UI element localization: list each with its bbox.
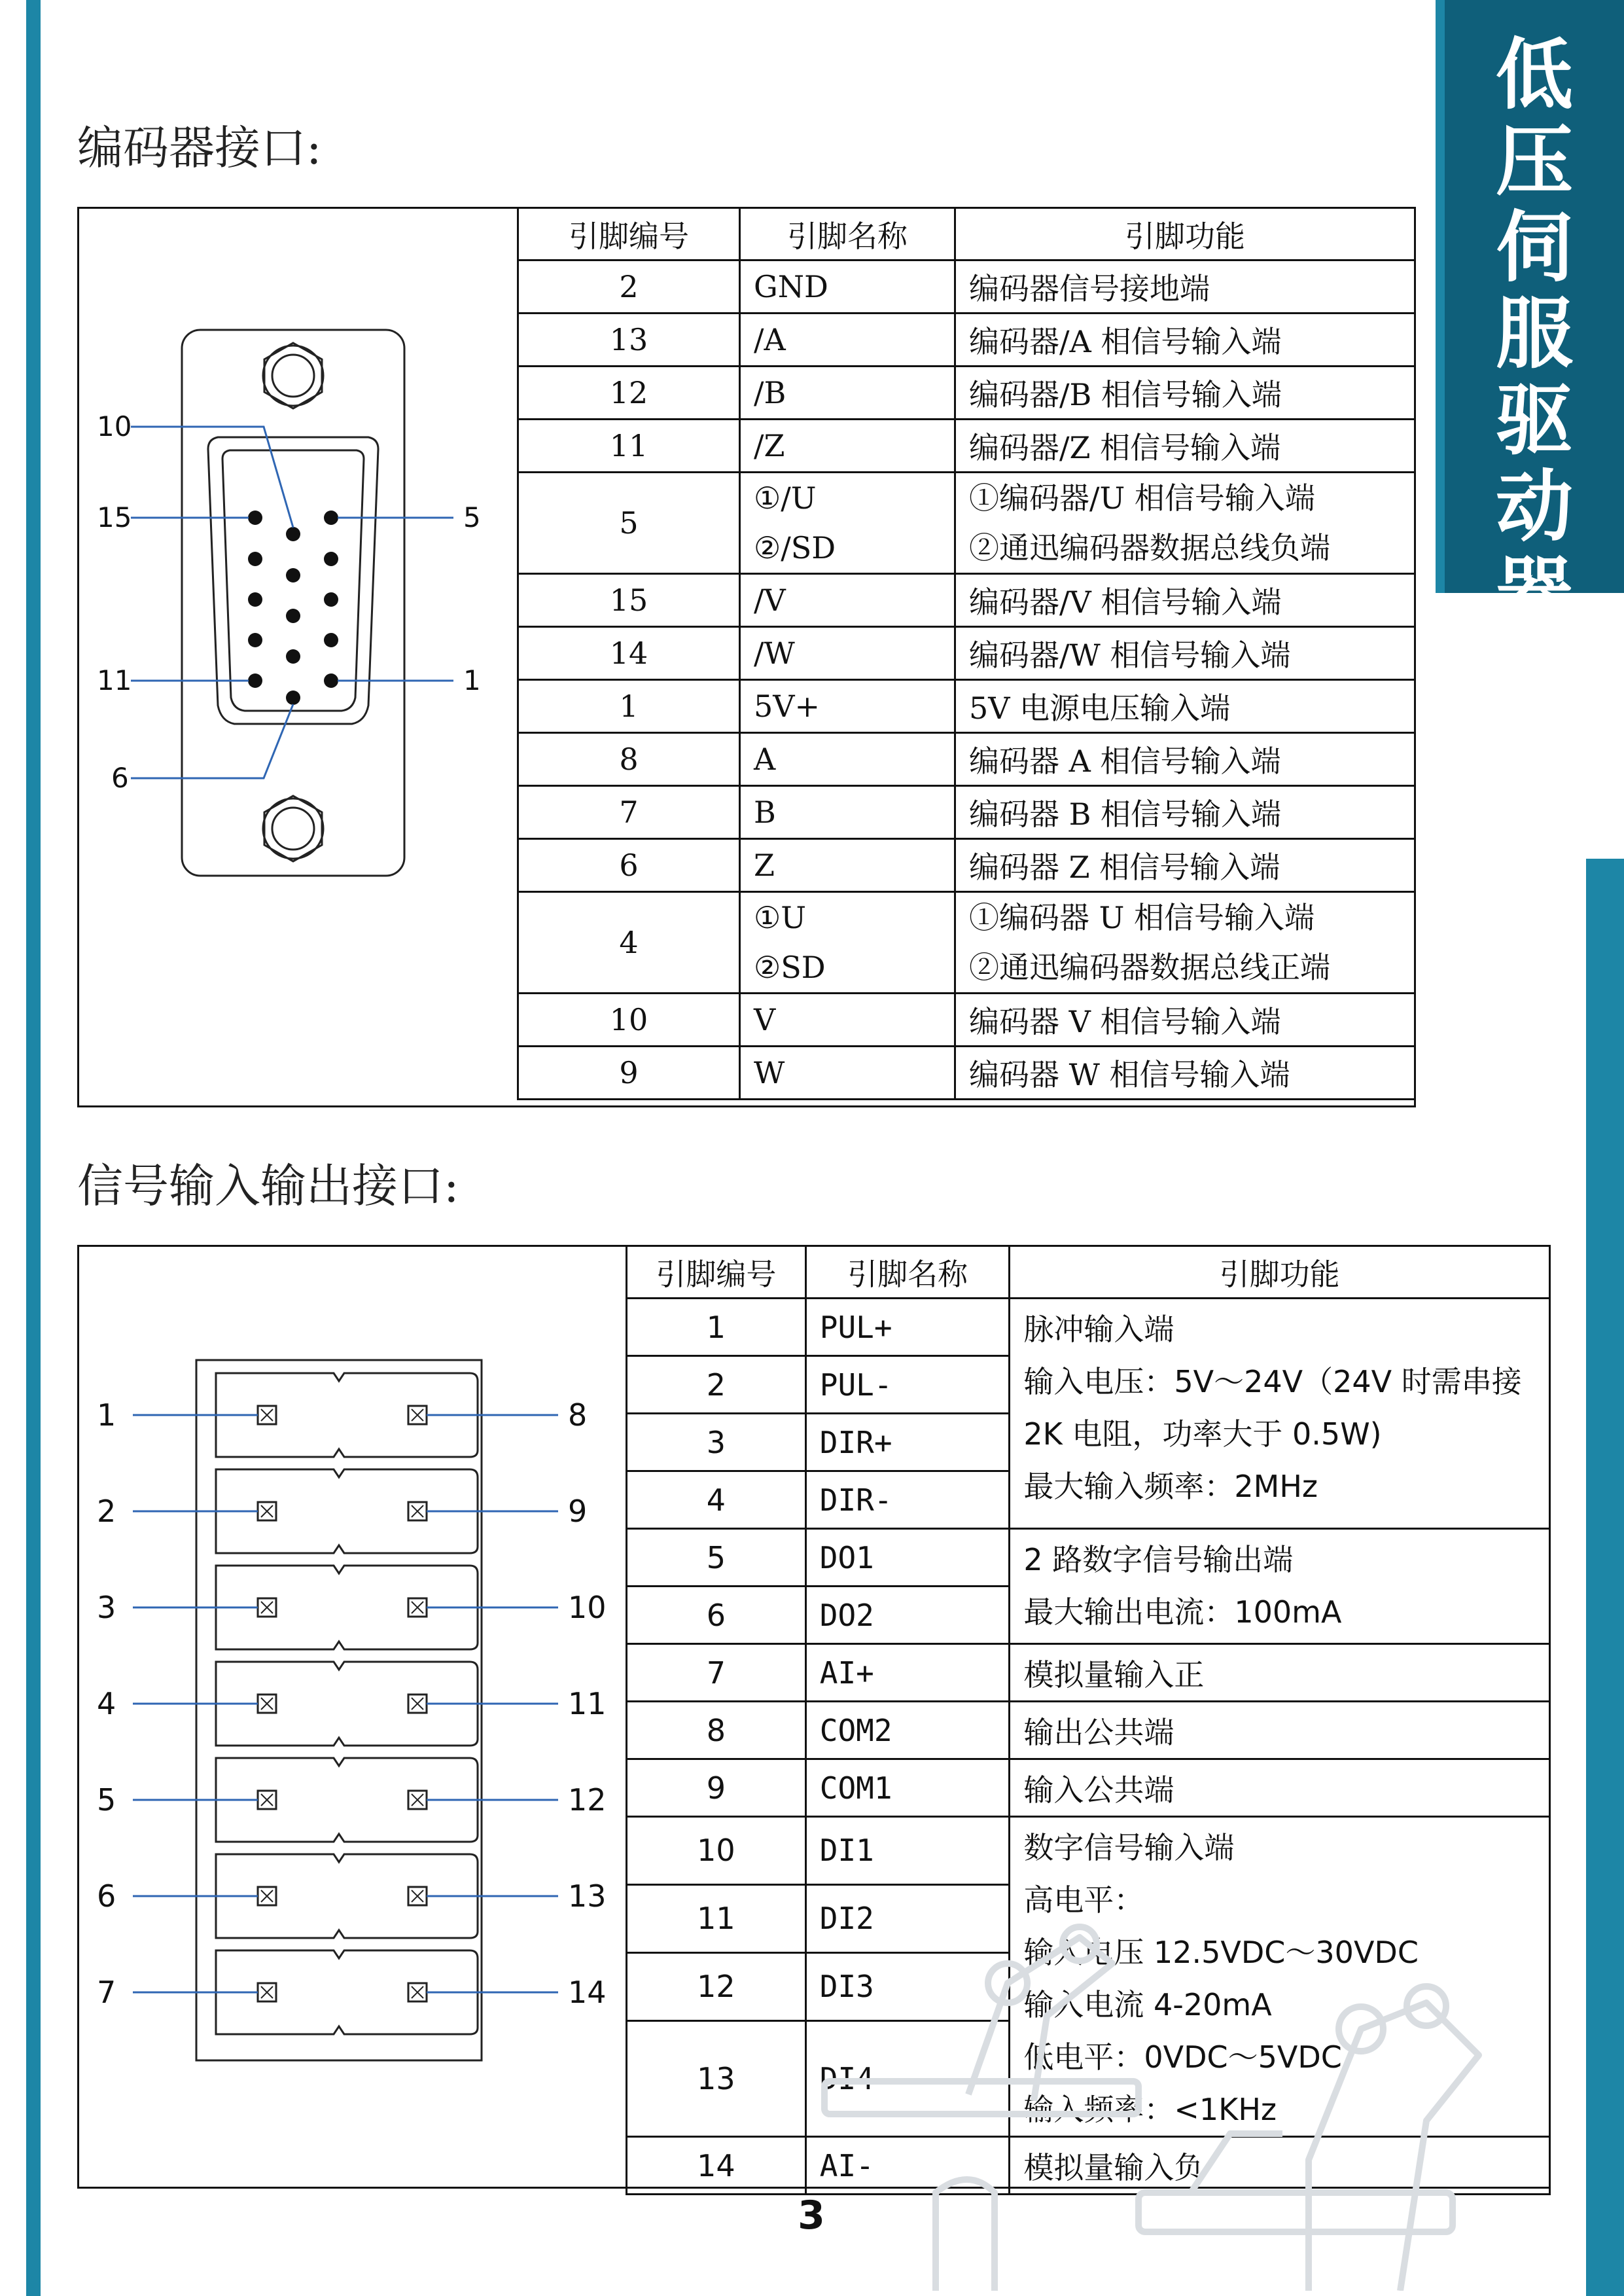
terminal-pin-label-right: 11 xyxy=(568,1686,607,1721)
encoder-pin-name xyxy=(739,367,955,420)
encoder-pin-number: 5 xyxy=(518,473,740,574)
terminal-pin-label-left: 1 xyxy=(97,1397,116,1433)
encoder-row xyxy=(518,892,1415,994)
io-pin-function xyxy=(1010,1299,1550,1529)
io-pin-name: DIR+ xyxy=(805,1414,1010,1471)
io-pin-number: 14 xyxy=(627,2137,806,2195)
io-pin-name: DI4 xyxy=(805,2020,1010,2136)
encoder-pin-function-line: 编码器 V 相信号输入端 xyxy=(969,1004,1281,1039)
encoder-pin-name-line: B xyxy=(753,795,776,830)
encoder-pin-name-line: ②/SD xyxy=(753,530,836,565)
io-pin-name: COM2 xyxy=(805,1702,1010,1759)
io-header-cell: 引脚名称 xyxy=(805,1246,1010,1299)
encoder-pin-number: 10 xyxy=(518,994,740,1047)
io-pin-name: PUL- xyxy=(805,1356,1010,1414)
io-pin-number: 10 xyxy=(627,1817,806,1885)
io-pin-function-line: 输入电流 4-20mA xyxy=(1023,1987,1272,2022)
callout-label-1: 1 xyxy=(463,664,481,696)
io-header-row xyxy=(627,1246,1550,1299)
encoder-row xyxy=(518,839,1415,892)
io-pin-function-line: 2 路数字信号输出端 xyxy=(1023,1542,1294,1577)
encoder-pin-function xyxy=(955,574,1415,627)
encoder-pin-function xyxy=(955,314,1415,367)
callout-line-10 xyxy=(131,427,293,528)
encoder-pin-number: 4 xyxy=(518,892,740,994)
encoder-pin-number: 8 xyxy=(518,733,740,786)
encoder-pin-function xyxy=(955,680,1415,733)
encoder-pin-function-line: 编码器/W 相信号输入端 xyxy=(969,637,1291,673)
terminal-pin-label-right: 8 xyxy=(568,1397,588,1433)
io-pin-function-line: 输出公共端 xyxy=(1023,1714,1174,1750)
callout-label-10: 10 xyxy=(97,410,132,442)
io-pin-function-line: 模拟量输入负 xyxy=(1023,2149,1205,2185)
terminal-pin-label-right: 13 xyxy=(568,1878,607,1914)
io-pin-function xyxy=(1010,1702,1550,1759)
robot-arm-illustration xyxy=(772,1885,1544,2291)
io-header-cell: 引脚编号 xyxy=(627,1246,806,1299)
encoder-pin-name-line: A xyxy=(753,742,776,777)
bottom-screw-icon xyxy=(263,796,323,861)
terminal-pin-label-left: 3 xyxy=(97,1590,116,1625)
encoder-pin-number: 12 xyxy=(518,367,740,420)
io-pin-function-line: 低电平：0VDC～5VDC xyxy=(1023,2039,1342,2075)
io-pin-function-line: 输入电压：5V～24V（24V 时需串接 2K 电阻，功率大于 0.5W) xyxy=(1023,1364,1522,1452)
io-pin-name: PUL+ xyxy=(805,1299,1010,1356)
connector-plate xyxy=(182,330,404,876)
io-pin-function-line: 输入频率：<1KHz xyxy=(1023,2092,1277,2127)
encoder-pin-name-line: V xyxy=(753,1002,776,1037)
io-pin-name: AI+ xyxy=(805,1644,1010,1702)
top-screw-icon xyxy=(263,343,323,408)
db15-connector-diagram xyxy=(77,207,517,1107)
encoder-pin-function xyxy=(955,1047,1415,1100)
encoder-pin-function xyxy=(955,892,1415,994)
encoder-pin-function-line: 编码器/Z 相信号输入端 xyxy=(969,430,1281,465)
encoder-pin-number: 9 xyxy=(518,1047,740,1100)
io-pin-function-line: 输入电压 12.5VDC～30VDC xyxy=(1023,1935,1419,1970)
encoder-pin-name xyxy=(739,574,955,627)
encoder-pin-name xyxy=(739,680,955,733)
terminal-pin-label-right: 9 xyxy=(568,1494,588,1529)
encoder-pin-function xyxy=(955,627,1415,680)
encoder-row xyxy=(518,260,1415,314)
encoder-pin-function xyxy=(955,473,1415,574)
encoder-pin-function-line: 编码器信号接地端 xyxy=(969,271,1210,306)
encoder-pin-function-line: 编码器 A 相信号输入端 xyxy=(969,744,1281,779)
encoder-pin-name-line: ①U xyxy=(753,900,806,935)
side-tab-title: 低压伺服驱动器 xyxy=(1495,29,1573,638)
io-pin-name: DI1 xyxy=(805,1817,1010,1885)
terminal-pin-label-right: 12 xyxy=(568,1782,607,1818)
encoder-pin-name-line: W xyxy=(753,1055,785,1090)
encoder-pin-name xyxy=(739,260,955,314)
encoder-row xyxy=(518,627,1415,680)
io-pin-name: DO1 xyxy=(805,1529,1010,1587)
encoder-pin-function-line: ②通迅编码器数据总线正端 xyxy=(969,950,1330,985)
io-pin-number: 2 xyxy=(627,1356,806,1414)
encoder-pin-number: 14 xyxy=(518,627,740,680)
io-heading: 信号输入输出接口: xyxy=(77,1159,459,1213)
callout-label-6: 6 xyxy=(111,762,129,794)
encoder-pin-function xyxy=(955,994,1415,1047)
io-pin-function-line: 模拟量输入正 xyxy=(1023,1657,1205,1693)
encoder-pin-name xyxy=(739,1047,955,1100)
encoder-pin-function xyxy=(955,839,1415,892)
encoder-pin-name xyxy=(739,892,955,994)
encoder-pin-name xyxy=(739,786,955,839)
io-pin-function-line: 脉冲输入端 xyxy=(1023,1312,1174,1347)
encoder-row xyxy=(518,574,1415,627)
encoder-pin-number: 2 xyxy=(518,260,740,314)
io-pin-name: DIR- xyxy=(805,1471,1010,1529)
io-pin-number: 1 xyxy=(627,1299,806,1356)
db15-pins xyxy=(248,511,338,705)
encoder-pin-name xyxy=(739,839,955,892)
io-pin-number: 11 xyxy=(627,1884,806,1952)
terminal-pin-label-left: 6 xyxy=(97,1878,116,1914)
encoder-pin-name-line: /W xyxy=(753,636,795,671)
io-pin-function-line: 最大输入频率：2MHz xyxy=(1023,1469,1318,1504)
io-pin-name: DI3 xyxy=(805,1952,1010,2020)
encoder-pin-name-line: /B xyxy=(753,375,786,410)
encoder-pin-name xyxy=(739,420,955,473)
encoder-pin-name-line: Z xyxy=(753,848,775,883)
encoder-pin-function xyxy=(955,733,1415,786)
encoder-row xyxy=(518,786,1415,839)
io-pin-number: 12 xyxy=(627,1952,806,2020)
encoder-pin-number: 11 xyxy=(518,420,740,473)
encoder-pin-function-line: ②通迅编码器数据总线负端 xyxy=(969,530,1330,565)
io-pin-number: 3 xyxy=(627,1414,806,1471)
io-pin-number: 8 xyxy=(627,1702,806,1759)
encoder-pin-name-line: /V xyxy=(753,583,786,618)
side-chapter-tab xyxy=(1436,0,1624,638)
terminal-block-frame xyxy=(196,1360,482,2060)
encoder-row xyxy=(518,420,1415,473)
encoder-header-cell: 引脚功能 xyxy=(955,208,1415,260)
encoder-pin-function-line: 编码器/A 相信号输入端 xyxy=(969,324,1282,359)
encoder-pin-function xyxy=(955,260,1415,314)
encoder-pin-function-line: 编码器/B 相信号输入端 xyxy=(969,377,1282,412)
encoder-row xyxy=(518,314,1415,367)
terminal-block-diagram xyxy=(77,1245,627,2189)
encoder-pin-function-line: ①编码器/U 相信号输入端 xyxy=(969,480,1315,516)
io-pin-number: 6 xyxy=(627,1587,806,1644)
encoder-row xyxy=(518,733,1415,786)
encoder-pin-number: 7 xyxy=(518,786,740,839)
encoder-pin-name xyxy=(739,994,955,1047)
encoder-pin-function-line: 编码器 W 相信号输入端 xyxy=(969,1057,1290,1092)
encoder-pin-name-line: ②SD xyxy=(753,950,826,985)
encoder-row xyxy=(518,367,1415,420)
encoder-pin-name xyxy=(739,473,955,574)
encoder-pin-name xyxy=(739,733,955,786)
terminal-pin-label-right: 14 xyxy=(568,1975,607,2010)
encoder-pin-name-line: /A xyxy=(753,322,786,357)
io-pin-function-line: 数字信号输入端 xyxy=(1023,1830,1235,1865)
encoder-pin-name-line: GND xyxy=(753,269,828,304)
callout-label-15: 15 xyxy=(97,501,132,533)
terminal-pin-label-left: 7 xyxy=(97,1975,116,2010)
encoder-pin-name-line: /Z xyxy=(753,428,785,463)
encoder-pin-function-line: 编码器/V 相信号输入端 xyxy=(969,584,1282,620)
encoder-row xyxy=(518,1047,1415,1100)
left-accent-bar xyxy=(26,0,41,2296)
io-pin-function xyxy=(1010,1759,1550,1817)
io-row xyxy=(627,1702,1550,1759)
io-pin-number: 4 xyxy=(627,1471,806,1529)
encoder-pin-function-line: ①编码器 U 相信号输入端 xyxy=(969,900,1315,935)
page-number: 3 xyxy=(798,2193,825,2238)
encoder-row xyxy=(518,994,1415,1047)
io-pin-function-line: 最大输出电流：100mA xyxy=(1023,1594,1342,1630)
encoder-header-cell: 引脚名称 xyxy=(739,208,955,260)
encoder-row xyxy=(518,473,1415,574)
encoder-pin-number: 15 xyxy=(518,574,740,627)
encoder-pin-function-line: 编码器 Z 相信号输入端 xyxy=(969,850,1280,885)
terminal-pin-label-left: 5 xyxy=(97,1782,116,1818)
io-pin-function-line: 输入公共端 xyxy=(1023,1772,1174,1808)
encoder-pin-name-line: 5V+ xyxy=(753,689,820,724)
io-pin-function-line: 高电平： xyxy=(1023,1882,1144,1918)
encoder-pin-table xyxy=(517,207,1416,1100)
encoder-pin-function xyxy=(955,786,1415,839)
io-row xyxy=(627,1817,1550,1885)
encoder-pin-function xyxy=(955,367,1415,420)
io-pin-name: COM1 xyxy=(805,1759,1010,1817)
encoder-pin-name-line: ①/U xyxy=(753,480,817,516)
terminal-pin-label-left: 4 xyxy=(97,1686,116,1721)
io-pin-number: 9 xyxy=(627,1759,806,1817)
io-pin-number: 13 xyxy=(627,2020,806,2136)
encoder-pin-function xyxy=(955,420,1415,473)
io-row xyxy=(627,1529,1550,1587)
io-row xyxy=(627,1299,1550,1356)
encoder-header-cell: 引脚编号 xyxy=(518,208,740,260)
encoder-pin-function-line: 编码器 B 相信号输入端 xyxy=(969,797,1282,832)
io-pin-number: 5 xyxy=(627,1529,806,1587)
io-header-cell: 引脚功能 xyxy=(1010,1246,1550,1299)
callout-label-5: 5 xyxy=(463,501,481,533)
encoder-pin-name xyxy=(739,314,955,367)
encoder-header-row xyxy=(518,208,1415,260)
callout-line-6 xyxy=(131,704,293,778)
io-row xyxy=(627,1759,1550,1817)
io-pin-name: DI2 xyxy=(805,1884,1010,1952)
encoder-row xyxy=(518,680,1415,733)
callout-label-11: 11 xyxy=(97,664,132,696)
io-pin-name: AI- xyxy=(805,2137,1010,2195)
terminal-pin-label-left: 2 xyxy=(97,1494,116,1529)
encoder-pin-number: 1 xyxy=(518,680,740,733)
encoder-pin-number: 13 xyxy=(518,314,740,367)
encoder-pin-number: 6 xyxy=(518,839,740,892)
right-accent-bar xyxy=(1586,859,1624,2296)
io-row xyxy=(627,1644,1550,1702)
io-pin-function xyxy=(1010,1529,1550,1644)
encoder-pin-function-line: 5V 电源电压输入端 xyxy=(969,691,1231,726)
terminal-pin-label-right: 10 xyxy=(568,1590,607,1625)
encoder-pin-name xyxy=(739,627,955,680)
encoder-heading: 编码器接口: xyxy=(77,121,322,175)
io-pin-number: 7 xyxy=(627,1644,806,1702)
io-pin-function xyxy=(1010,1644,1550,1702)
io-pin-name: DO2 xyxy=(805,1587,1010,1644)
